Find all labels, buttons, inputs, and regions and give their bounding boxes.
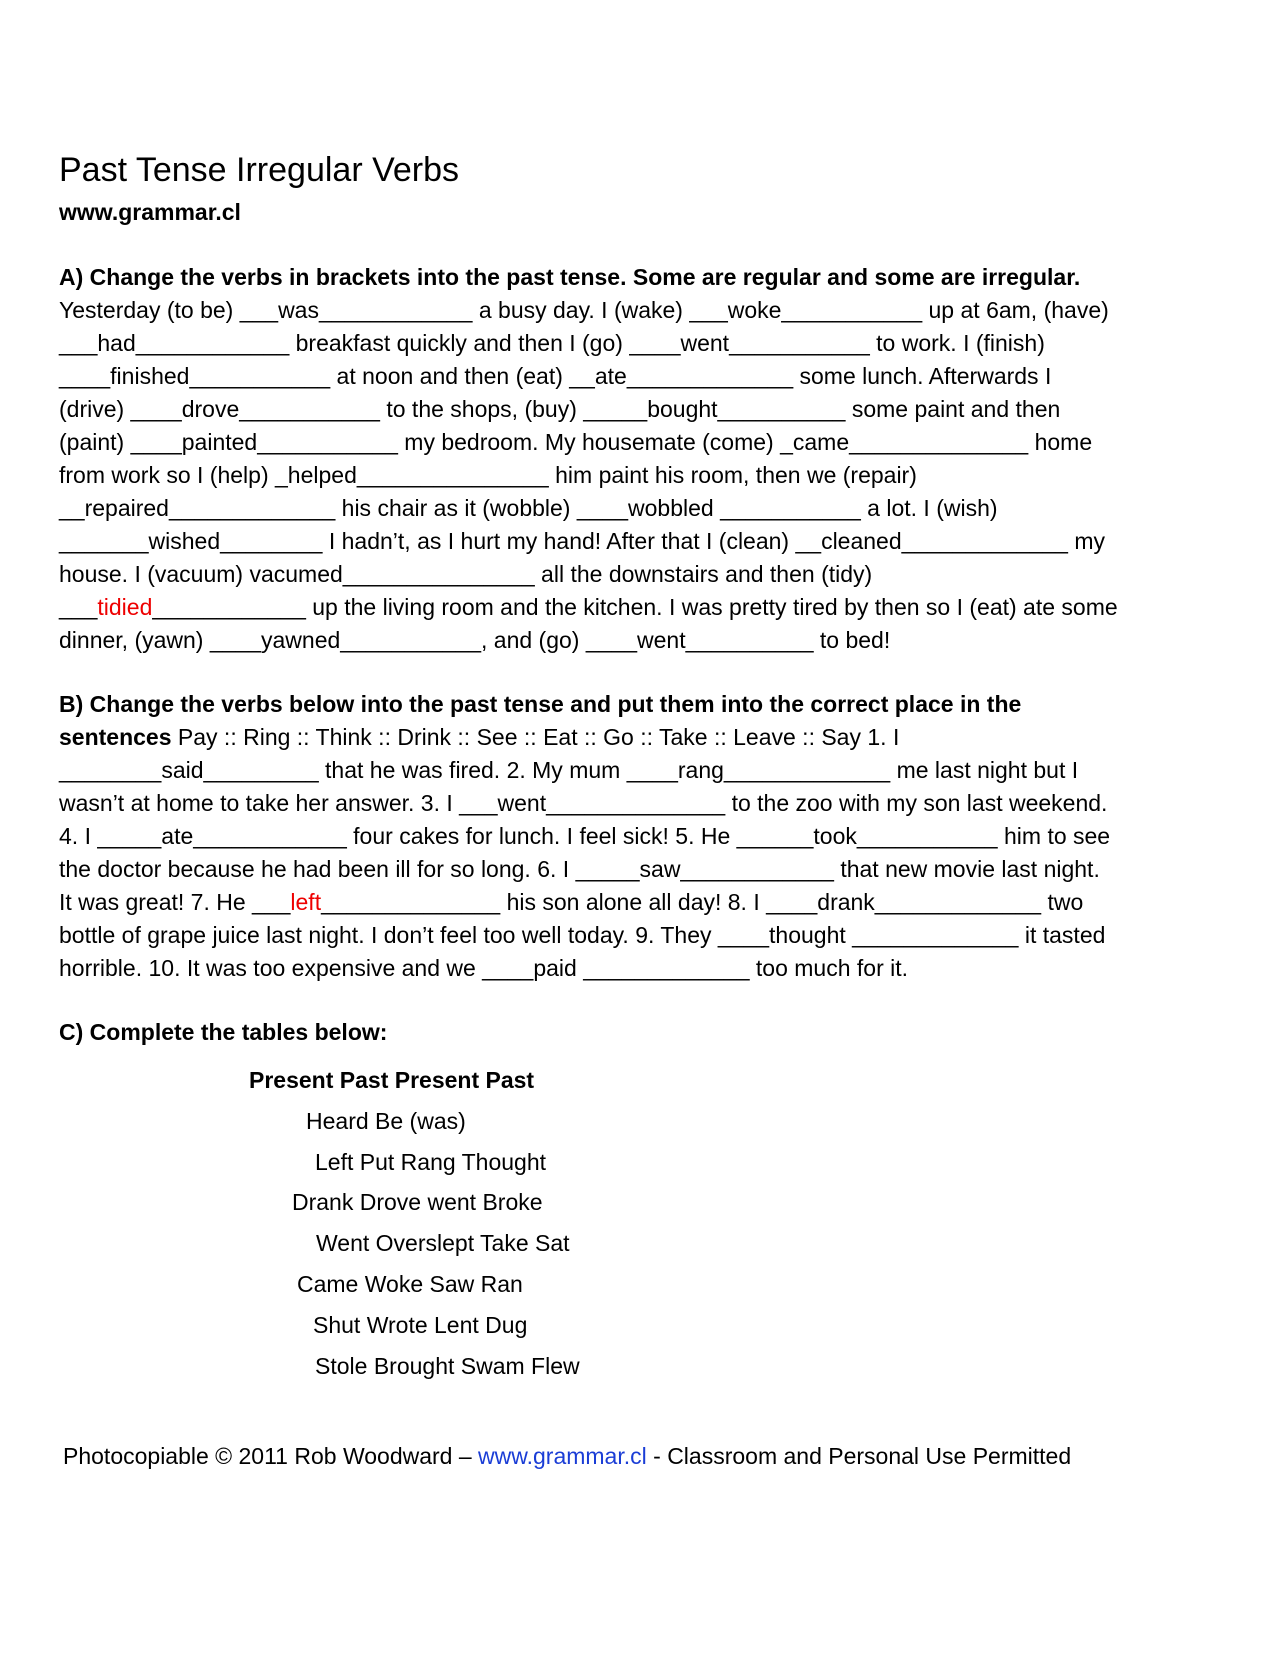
footer: [63, 1441, 1071, 1471]
section-b-word-list: [59, 721, 1219, 754]
section-a-line: house. I (vacuum) vacumed_______________ all the downstairs and then (tidy): [59, 561, 873, 587]
section-b-line: ________said_________ that he was fired. 2. My mum ____rang_____________ me last night but I: [59, 757, 1079, 783]
answer-tidied: tidied: [97, 594, 153, 620]
table-row: Went Overslept Take Sat: [316, 1230, 570, 1256]
section-a: [59, 261, 1219, 657]
section-b-instruction-end: sentences: [59, 724, 172, 750]
footer-link[interactable]: www.grammar.cl: [478, 1443, 647, 1469]
section-a-line: ___had____________ breakfast quickly and then I (go) ____went___________ to work. I (finish): [59, 330, 1045, 356]
table-row: Shut Wrote Lent Dug: [313, 1312, 528, 1338]
section-b: [59, 688, 1219, 985]
copyright-text: Photocopiable © 2011 Rob Woodward –: [63, 1443, 479, 1469]
section-a-line: ____finished___________ at noon and then (eat) __ate_____________ some lunch. Afterwards I: [59, 363, 1052, 389]
table-row: Drank Drove went Broke: [292, 1189, 543, 1215]
section-b-line: horrible. 10. It was too expensive and we ____paid _____________ too much for it.: [59, 955, 909, 981]
section-a-line: (drive) ____drove___________ to the shops, (buy) _____bought__________ some paint and then: [59, 396, 1061, 422]
section-b-line: [59, 886, 1219, 919]
table-row: Left Put Rang Thought: [315, 1149, 547, 1175]
section-a-line: dinner, (yawn) ____yawned___________, and (go) ____went__________ to bed!: [59, 627, 891, 653]
section-c-instruction: C) Complete the tables below:: [59, 1019, 388, 1045]
section-a-line: _______wished________ I hadn’t, as I hurt my hand! After that I (clean) __cleaned_____________ my: [59, 528, 1105, 554]
word-list: Pay :: Ring :: Think :: Drink :: See :: Eat :: Go :: Take :: Leave :: Say 1. I: [171, 724, 900, 750]
line-rest: ______________ his son alone all day! 8. I ____drank_____________ two: [321, 889, 1084, 915]
section-a-line: Yesterday (to be) ___was____________ a busy day. I (wake) ___woke___________ up at 6am, (have): [59, 297, 1109, 323]
section-b-instruction: B) Change the verbs below into the past tense and put them into the correct place in the: [59, 691, 1022, 717]
section-a-line: (paint) ____painted___________ my bedroom. My housemate (come) _came______________ home: [59, 429, 1093, 455]
page-title: Past Tense Irregular Verbs: [59, 151, 460, 189]
table-row: Heard Be (was): [306, 1108, 466, 1134]
website-label: www.grammar.cl: [59, 199, 241, 225]
blank-prefix: ___: [59, 594, 98, 620]
section-a-line: from work so I (help) _helped_______________ him paint his room, then we (repair): [59, 462, 917, 488]
section-a-line: [59, 591, 1219, 624]
section-b-line: wasn’t at home to take her answer. 3. I ___went______________ to the zoo with my son last weekend.: [59, 790, 1108, 816]
section-b-line: the doctor because he had been ill for so long. 6. I _____saw____________ that new movie last night.: [59, 856, 1100, 882]
line-start: It was great! 7. He ___: [59, 889, 291, 915]
table-row: Came Woke Saw Ran: [297, 1271, 523, 1297]
section-a-line: __repaired_____________ his chair as it (wobble) ____wobbled ___________ a lot. I (wish): [59, 495, 998, 521]
section-b-line: bottle of grape juice last night. I don’t feel too well today. 9. They ____thought _____________ it tasted: [59, 922, 1106, 948]
section-a-instruction: A) Change the verbs in brackets into the past tense. Some are regular and some are irregular.: [59, 264, 1081, 290]
table-header: Present Past Present Past: [249, 1067, 535, 1093]
section-b-line: 4. I _____ate____________ four cakes for lunch. I feel sick! 5. He ______took___________ him to see: [59, 823, 1111, 849]
answer-left: left: [290, 889, 322, 915]
table-row: Stole Brought Swam Flew: [315, 1353, 580, 1379]
line-rest: ____________ up the living room and the kitchen. I was pretty tired by then so I (eat) ate some: [152, 594, 1118, 620]
usage-text: - Classroom and Personal Use Permitted: [646, 1443, 1072, 1469]
